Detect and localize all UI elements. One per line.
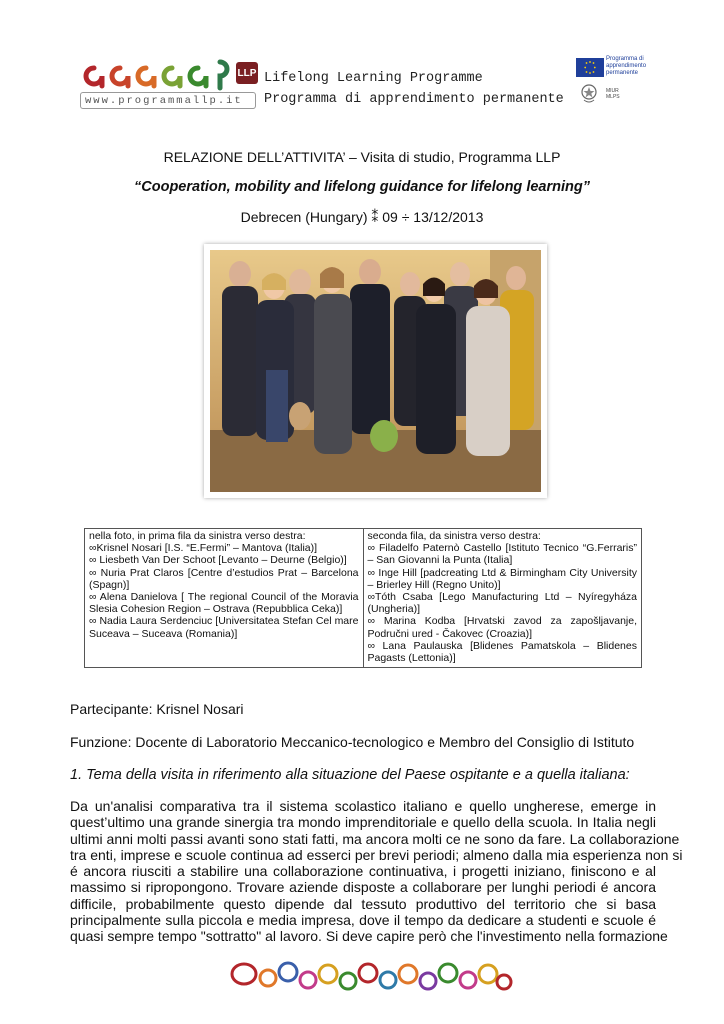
caption-line: ∞ Marina Kodba [Hrvatski zavod za zapošljavanje, Područni ured - Čakovec (Croazia)] [367, 615, 637, 640]
location-dates: Debrecen (Hungary) ⁑ 09 ÷ 13/12/2013 [240, 209, 484, 225]
ministry-label-line: MIUR [606, 88, 619, 94]
report-heading: RELAZIONE DELL’ATTIVITA’ – Visita di studio, Programma LLP [163, 149, 561, 165]
paragraph-line: difficile, probabilmente questo dipende dal tessuto produttivo del territorio che si basa [70, 895, 656, 912]
caption-line: ∞ Inge Hill [padcreating Ltd & Birmingham City University – Brierley Hill (Regno Unito)] [367, 566, 637, 591]
eu-flag-icon [576, 58, 604, 77]
caption-line: ∞ Nuria Prat Claros [Centre d’estudios Prat – Barcelona (Spagn)] [89, 566, 359, 591]
paragraph-line: quest’ultimo una grande sinergia tra mondo imprenditoriale e quello della scuola. In Italia negli [70, 814, 656, 831]
caption-line: ∞ Filadelfo Paternò Castello [Istituto Tecnico “G.Ferraris” – San Giovanni la Punta (Italia] [367, 542, 637, 567]
paragraph-line: principalmente sulla piccola e media impresa, dove il tempo da dedicare a studenti e scuole é [70, 912, 656, 929]
footer-decoration [228, 960, 514, 996]
eu-label-line: Programma di [606, 56, 644, 62]
eu-label-line: apprendimento [606, 63, 647, 69]
paragraph-line: ultimi anni molti passi avanti sono stati fatti, ma ancora molti ce ne sono da fare. La collaborazione [70, 830, 680, 847]
paragraph-line: quasi sempre tempo "sottratto" al lavoro. Si deve capire però che l'investimento nella formazione [70, 928, 668, 945]
caption-line: ∞ Liesbeth Van Der Schoot [Levanto – Deurne (Belgio)] [89, 554, 347, 567]
caption-line: nella foto, in prima fila da sinistra verso destra: [89, 530, 306, 542]
letterhead [76, 52, 656, 110]
report-subtitle: “Cooperation, mobility and lifelong guidance for lifelong learning” [134, 179, 590, 195]
eu-label-line: permanente [606, 70, 639, 76]
caption-line: ∞ Lana Paulauska [Blidenes Pamatskola – Blidenes Pagasts (Lettonia)] [367, 639, 637, 665]
paragraph-line: Da un'analisi comparativa tra il sistema scolastico italiano e quello ungherese, emerge in [70, 798, 656, 814]
paragraph-line: massimo si ripropongono. Trovare aziende disposte a collaborare per lunghi periodi é ancora [70, 879, 656, 896]
eu-programme-label [606, 56, 666, 77]
italian-emblem-icon [580, 82, 598, 104]
caption-line: ∞Tóth Csaba [Lego Manufacturing Ltd – Nyíregyháza (Ungheria)] [367, 591, 637, 616]
caption-line: seconda fila, da sinistra verso destra: [367, 530, 541, 542]
caption-second-row [363, 529, 642, 668]
paragraph-line: é ancora riusciti a stabilire una collaborazione continuativa, i progetti iniziano, finiscono e al [70, 863, 656, 880]
body-paragraph [70, 798, 683, 945]
ministry-label-line: MLPS [606, 94, 620, 100]
photo-caption-table [84, 528, 642, 668]
caption-line: ∞ Alena Danielova [ The regional Council of the Moravia Slesia Cohesion Region – Ostrava (Repubblica Ceka)] [89, 591, 359, 616]
llp-badge: LLP [236, 62, 258, 84]
group-photo [210, 250, 541, 492]
programme-url[interactable]: www.programmallp.it [80, 92, 256, 109]
paragraph-line: tra enti, imprese e scuole continua ad esserci per brevi periodi; almeno dalla mia esperienza non si [70, 846, 683, 863]
group-photo-frame [204, 244, 547, 498]
participant-line: Partecipante: Krisnel Nosari [70, 701, 244, 717]
llp-logo [80, 58, 262, 92]
caption-line: ∞Krisnel Nosari [I.S. “E.Fermi” – Mantova (Italia)] [89, 542, 318, 555]
table-row [85, 529, 642, 668]
ministry-label [606, 88, 620, 100]
programme-title: Lifelong Learning Programme [264, 71, 483, 86]
caption-line: ∞ Nadia Laura Serdenciuc [Universitatea Stefan Cel mare Suceava – Suceava (Romania)] [89, 615, 359, 640]
section-title: 1. Tema della visita in riferimento alla situazione del Paese ospitante e a quella italiana: [70, 767, 630, 783]
caption-first-row [85, 529, 364, 668]
function-line: Funzione: Docente di Laboratorio Meccanico-tecnologico e Membro del Consiglio di Istituto [70, 734, 635, 750]
programme-subtitle: Programma di apprendimento permanente [264, 92, 564, 107]
